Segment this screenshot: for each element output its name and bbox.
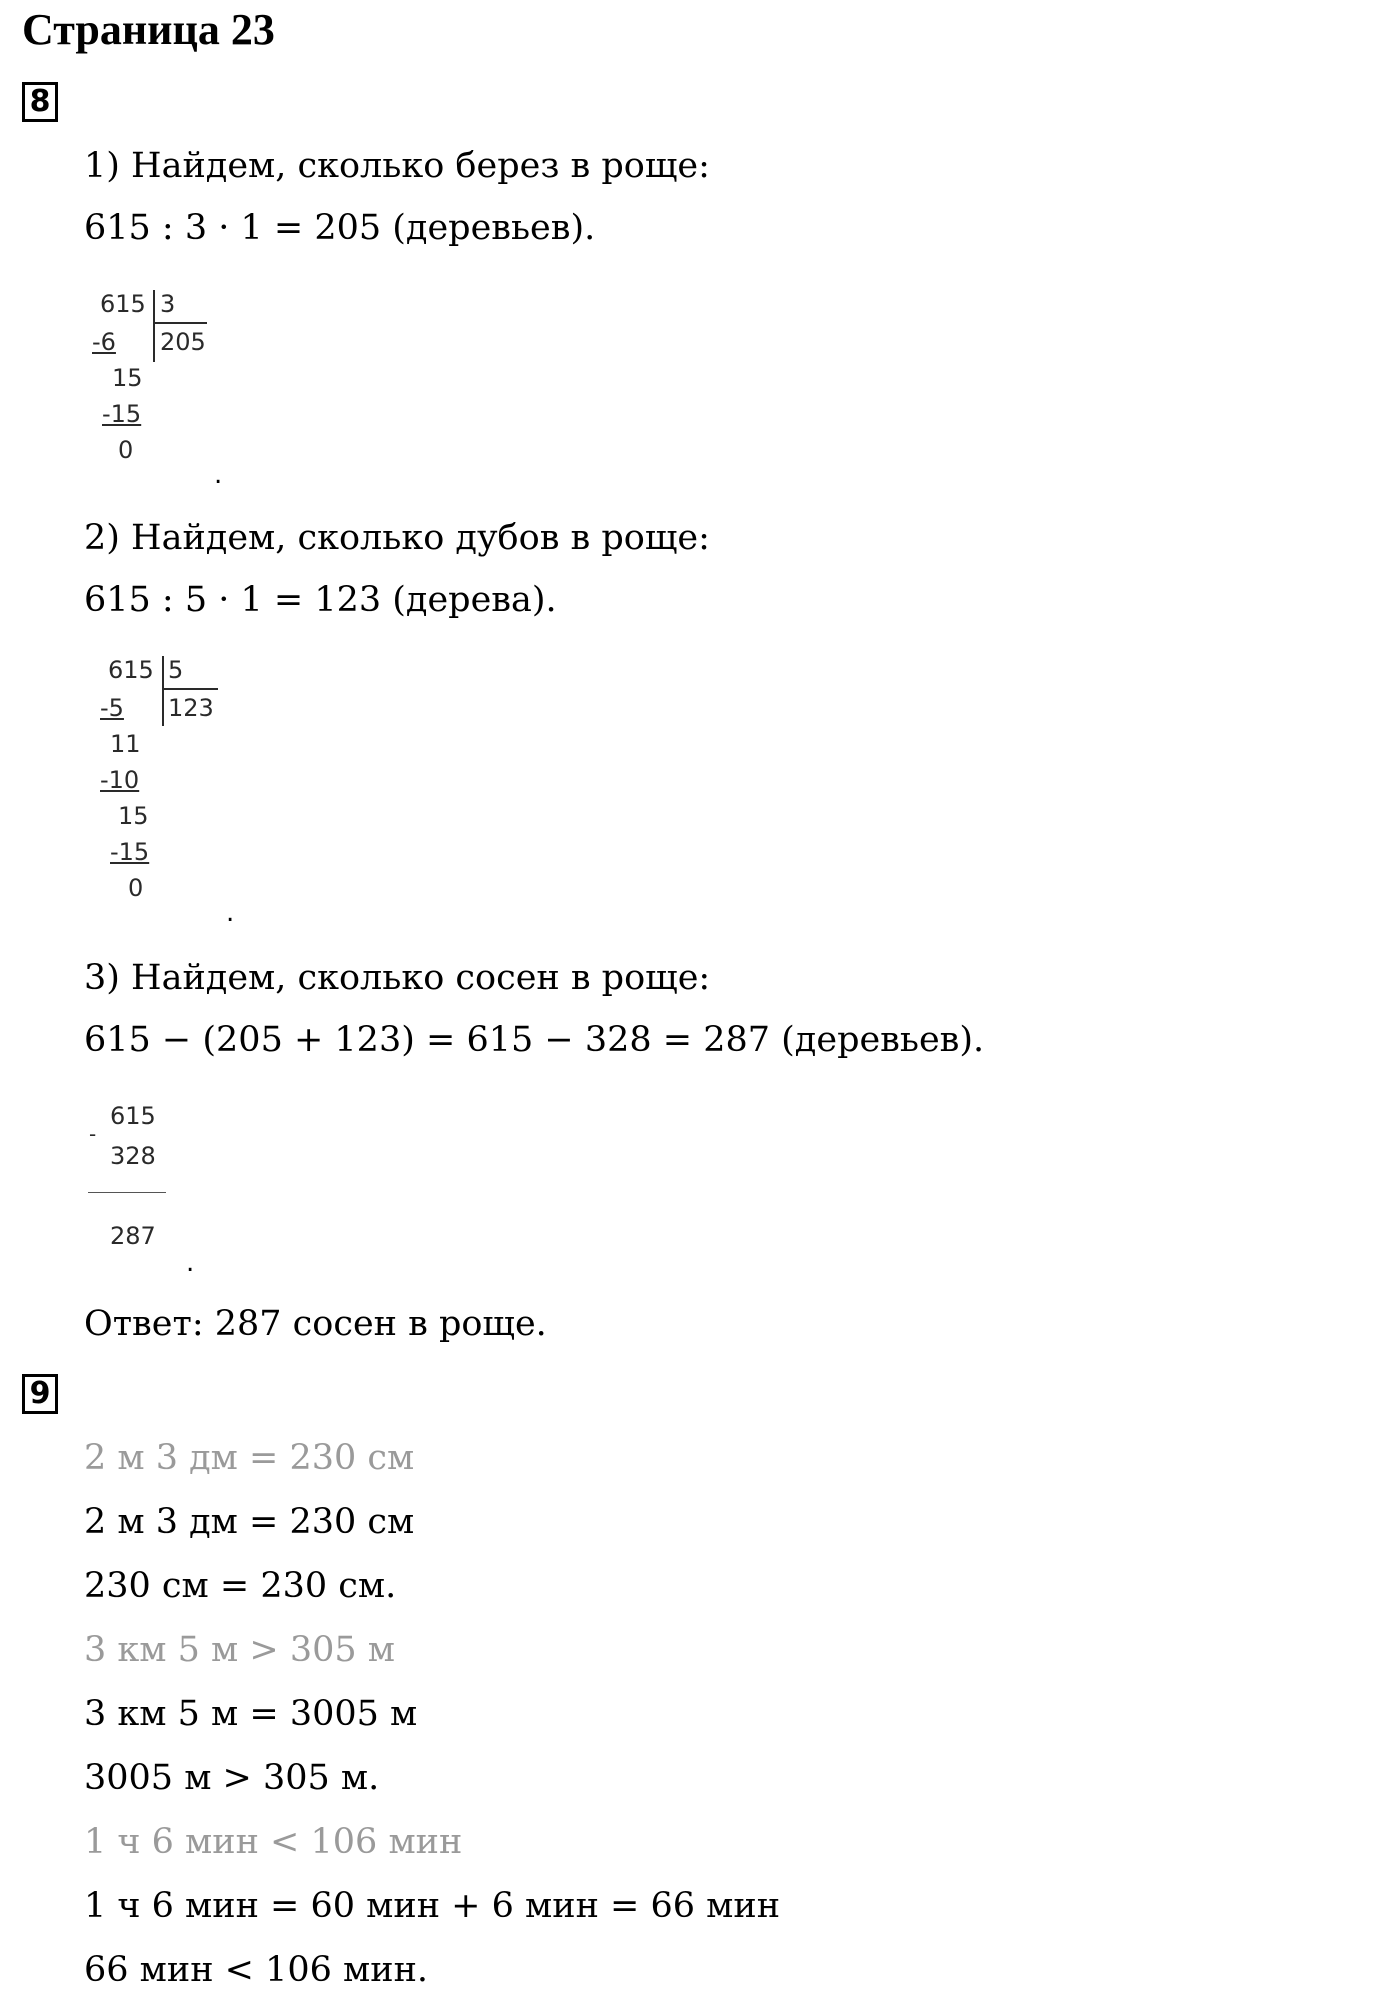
division-horizontal-line <box>155 322 207 324</box>
trailing-dot: . <box>226 898 235 928</box>
trailing-dot: . <box>214 460 223 490</box>
comparison-result-3: 66 мин < 106 мин. <box>84 1950 429 1990</box>
divisor: 5 <box>168 656 184 684</box>
comparison-result-1: 230 см = 230 см. <box>84 1566 397 1606</box>
conversion-3: 1 ч 6 мин = 60 мин + 6 мин = 66 мин <box>84 1886 781 1926</box>
dividend: 615 <box>100 290 146 318</box>
minus-sign: - <box>89 1122 97 1146</box>
quotient: 123 <box>168 694 214 722</box>
step-1-text: 1) Найдем, сколько берез в роще: <box>84 146 710 186</box>
remainder-1: 11 <box>110 730 141 758</box>
remainder-final: 0 <box>118 436 134 464</box>
comparison-result-2: 3005 м > 305 м. <box>84 1758 380 1798</box>
subtrahend-2: -10 <box>100 766 140 794</box>
step-2-expression: 615 : 5 · 1 = 123 (дерева). <box>84 580 557 620</box>
division-vertical-line <box>153 290 155 362</box>
step-3-expression: 615 − (205 + 123) = 615 − 328 = 287 (деревьев). <box>84 1020 985 1060</box>
answer-text: Ответ: 287 сосен в роще. <box>84 1304 547 1344</box>
dividend: 615 <box>108 656 154 684</box>
divisor: 3 <box>160 290 176 318</box>
subtrahend-1: -5 <box>100 694 124 722</box>
sum-line <box>88 1192 166 1193</box>
step-2-text: 2) Найдем, сколько дубов в роще: <box>84 518 710 558</box>
remainder-2: 15 <box>118 802 149 830</box>
comparison-prompt-3: 1 ч 6 мин < 106 мин <box>84 1822 463 1862</box>
division-horizontal-line <box>164 688 218 690</box>
trailing-dot: . <box>186 1248 195 1278</box>
page-title: Страница 23 <box>22 5 275 54</box>
comparison-prompt-1: 2 м 3 дм = 230 см <box>84 1438 415 1478</box>
conversion-2: 3 км 5 м = 3005 м <box>84 1694 418 1734</box>
quotient: 205 <box>160 328 206 356</box>
remainder-final: 0 <box>128 874 144 902</box>
step-3-text: 3) Найдем, сколько сосен в роще: <box>84 958 711 998</box>
subtrahend-1: -6 <box>92 328 116 356</box>
division-vertical-line <box>162 656 164 726</box>
conversion-1: 2 м 3 дм = 230 см <box>84 1502 415 1542</box>
subtrahend-3: -15 <box>110 838 150 866</box>
subtrahend-2: -15 <box>102 400 142 428</box>
remainder-1: 15 <box>112 364 143 392</box>
task-number-8: 8 <box>22 82 58 122</box>
difference: 287 <box>110 1222 156 1250</box>
subtrahend: 328 <box>110 1142 156 1170</box>
step-1-expression: 615 : 3 · 1 = 205 (деревьев). <box>84 208 596 248</box>
minuend: 615 <box>110 1102 156 1130</box>
comparison-prompt-2: 3 км 5 м > 305 м <box>84 1630 395 1670</box>
task-number-9: 9 <box>22 1374 58 1414</box>
